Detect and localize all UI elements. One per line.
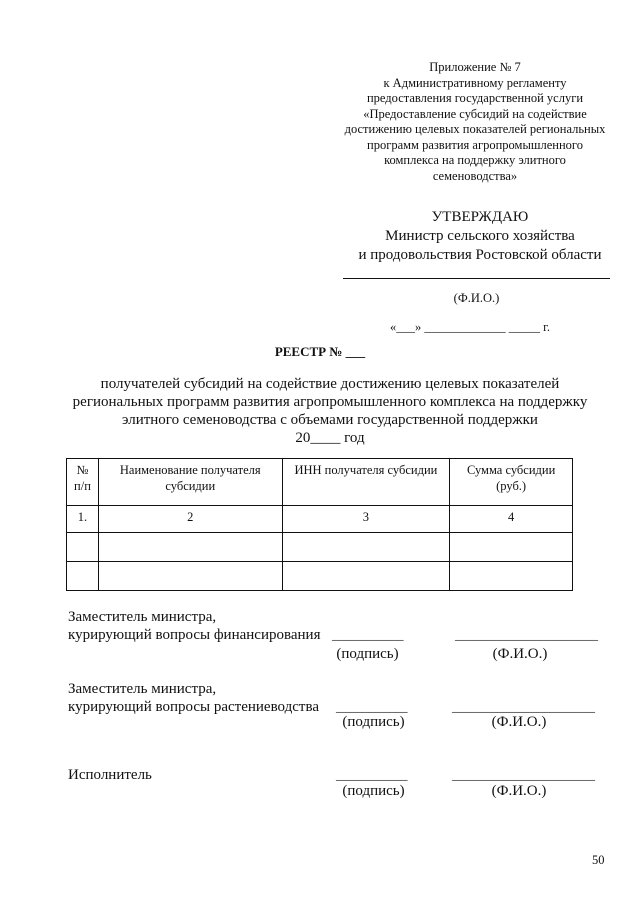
table-cell: 1. <box>67 506 99 533</box>
appendix-line: программ развития агропромышленного <box>367 137 583 152</box>
table-cell <box>98 533 282 562</box>
approve-title: УТВЕРЖДАЮ <box>431 209 529 225</box>
table-cell <box>67 533 99 562</box>
table-row <box>67 533 573 562</box>
signatory-title: курирующий вопросы финансирования <box>68 627 321 643</box>
table-cell <box>98 562 282 591</box>
table-header-cell: № п/п <box>67 459 99 506</box>
table-cell <box>450 533 573 562</box>
signature-caption: (подпись) <box>342 714 405 730</box>
table-header-cell: Наименование получателя субсидии <box>98 459 282 506</box>
appendix-line: достижению целевых показателей региональных <box>344 122 606 136</box>
table-cell <box>282 562 450 591</box>
signatory-title: Заместитель министра, <box>68 681 217 697</box>
signature-block-executor <box>68 766 152 784</box>
table-cell <box>450 562 573 591</box>
table-cell: 2 <box>98 506 282 533</box>
fio-caption: (Ф.И.О.) <box>491 714 547 730</box>
register-year-line: 20____ год <box>295 430 365 446</box>
table-cell <box>282 533 450 562</box>
signature-caption: (подпись) <box>342 783 405 799</box>
table-cell: 3 <box>282 506 450 533</box>
signature-block-finance <box>68 608 320 644</box>
table-cell <box>67 562 99 591</box>
approve-signature-line <box>343 278 610 279</box>
signature-line: ___________ <box>332 627 404 642</box>
approve-fio-caption: (Ф.И.О.) <box>453 291 500 305</box>
appendix-line: комплекса на поддержку элитного <box>384 153 566 167</box>
fio-line: ______________________ <box>452 699 595 714</box>
register-subtitle-line: региональных программ развития агропромышленного комплекса на поддержку <box>72 394 588 410</box>
appendix-line: предоставления государственной услуги <box>366 91 584 105</box>
register-subtitle-line: получателей субсидий на содействие достижению целевых показателей <box>100 376 560 392</box>
signatory-title: Исполнитель <box>68 767 152 783</box>
table-header-cell: Сумма субсидии (руб.) <box>450 459 573 506</box>
signature-line: ___________ <box>336 699 408 714</box>
fio-line: ______________________ <box>455 627 598 642</box>
fio-caption: (Ф.И.О.) <box>491 783 547 799</box>
appendix-line: семеноводства» <box>432 168 518 183</box>
table-header-row <box>67 459 573 506</box>
register-table <box>66 458 573 591</box>
register-subtitle <box>60 375 600 447</box>
page-number: 50 <box>592 853 605 867</box>
signature-caption: (подпись) <box>336 646 399 662</box>
approve-block <box>340 208 620 265</box>
signature-line: ___________ <box>336 767 408 782</box>
approve-date-line: «___» _____________ _____ г. <box>390 320 550 334</box>
appendix-line: к Административному регламенту <box>383 75 567 90</box>
signatory-title: Заместитель министра, <box>68 609 217 625</box>
register-title: РЕЕСТР № ___ <box>274 344 366 359</box>
register-subtitle-line: элитного семеноводства с объемами государственной поддержки <box>122 412 538 428</box>
appendix-line: Приложение № 7 <box>429 60 521 74</box>
signature-block-crops <box>68 680 319 716</box>
appendix-block <box>330 60 620 184</box>
signatory-title: курирующий вопросы растениеводства <box>68 699 320 715</box>
fio-caption: (Ф.И.О.) <box>492 646 548 662</box>
appendix-line: «Предоставление субсидий на содействие <box>363 106 587 121</box>
table-row <box>67 562 573 591</box>
fio-line: ______________________ <box>452 767 595 782</box>
approve-organization: и продовольствия Ростовской области <box>358 247 602 263</box>
table-cell: 4 <box>450 506 573 533</box>
table-header-cell: ИНН получателя субсидии <box>282 459 450 506</box>
approve-position: Министр сельского хозяйства <box>385 228 575 244</box>
table-number-row <box>67 506 573 533</box>
